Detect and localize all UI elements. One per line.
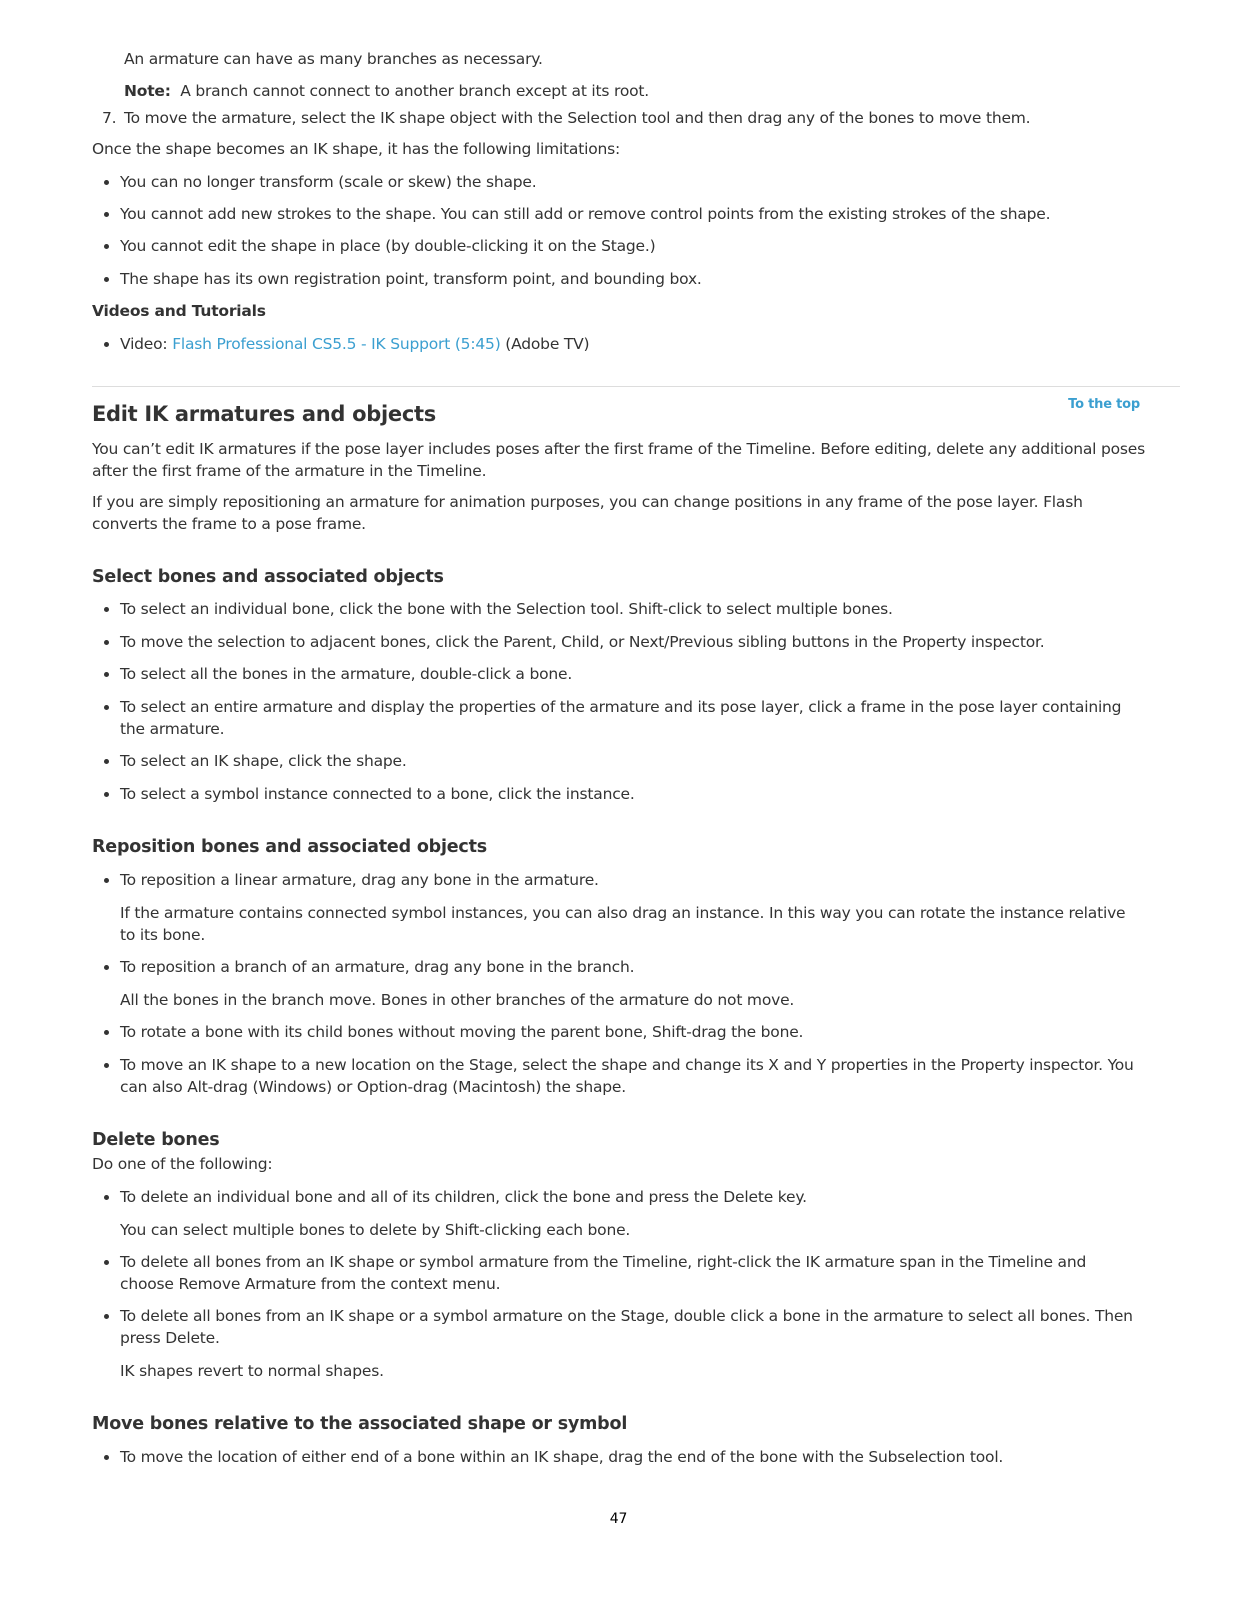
list-item: You cannot edit the shape in place (by double-clicking it on the Stage.) [120, 235, 1180, 257]
edit-para-2: If you are simply repositioning an armature for animation purposes, you can change positions in any frame of the pose layer. Flash converts the frame to a pose frame. [92, 493, 1083, 533]
list-item-note: IK shapes revert to normal shapes. [120, 1362, 384, 1380]
list-item-note: You can select multiple bones to delete by Shift-clicking each bone. [120, 1221, 631, 1239]
video-suffix: (Adobe TV) [500, 335, 590, 353]
section-title-select: Select bones and associated objects [92, 567, 444, 587]
list-item: To reposition a linear armature, drag any bone in the armature. [120, 869, 1180, 891]
edit-para-1: You can’t edit IK armatures if the pose layer includes poses after the first frame of the Timeline. Before editing, delete any additional poses after the first frame of the armature in the Timeline. [92, 440, 1145, 480]
section-title-move: Move bones relative to the associated shape or symbol [92, 1414, 628, 1434]
branches-text: An armature can have as many branches as necessary. [124, 50, 543, 68]
list-item: To select an IK shape, click the shape. [120, 750, 1180, 772]
delete-intro: Do one of the following: [92, 1155, 273, 1173]
list-item: To select a symbol instance connected to a bone, click the instance. [120, 783, 1180, 805]
note [124, 80, 649, 102]
list-item: To select an entire armature and display the properties of the armature and its pose layer, click a frame in the pose layer containing the armature. [120, 696, 1130, 740]
list-item: To move an IK shape to a new location on the Stage, select the shape and change its X and Y properties in the Property inspector. You can also Alt-drag (Windows) or Option-drag (Macintosh) the shape. [120, 1054, 1150, 1098]
list-item: To move the location of either end of a bone within an IK shape, drag the end of the bone with the Subselection tool. [120, 1446, 1180, 1468]
section-divider [92, 386, 1180, 387]
list-item: To select all the bones in the armature, double-click a bone. [120, 663, 1180, 685]
section-title-edit: Edit IK armatures and objects [92, 402, 436, 426]
note-text: A branch cannot connect to another branch except at its root. [180, 82, 650, 100]
step7-text: To move the armature, select the IK shape object with the Selection tool and then drag any of the bones to move them. [124, 109, 1031, 127]
videos-heading: Videos and Tutorials [92, 302, 266, 320]
page-number: 47 [609, 1511, 628, 1527]
list-item: To select an individual bone, click the bone with the Selection tool. Shift-click to select multiple bones. [120, 598, 1180, 620]
list-item-note: If the armature contains connected symbol instances, you can also drag an instance. In this way you can rotate the instance relative to its bone. [120, 904, 1126, 944]
list-item-note: All the bones in the branch move. Bones in other branches of the armature do not move. [120, 991, 795, 1009]
list-item: To rotate a bone with its child bones without moving the parent bone, Shift-drag the bone. [120, 1021, 1180, 1043]
video-prefix: Video: [120, 335, 173, 353]
list-item: To delete all bones from an IK shape or a symbol armature on the Stage, double click a bone in the armature to select all bones. Then press Delete. [120, 1305, 1160, 1349]
list-item: To reposition a branch of an armature, drag any bone in the branch. [120, 956, 1180, 978]
step-number: 7. [102, 109, 117, 127]
section-title-reposition: Reposition bones and associated objects [92, 837, 487, 857]
to-the-top-link[interactable]: To the top [1068, 397, 1140, 412]
list-item: The shape has its own registration point, transform point, and bounding box. [120, 268, 1180, 290]
list-item: To delete all bones from an IK shape or symbol armature from the Timeline, right-click the IK armature span in the Timeline and choose Remove Armature from the context menu. [120, 1251, 1130, 1295]
video-item [120, 333, 1180, 355]
video-link[interactable]: Flash Professional CS5.5 - IK Support (5:45) [172, 335, 501, 353]
list-item: To delete an individual bone and all of its children, click the bone and press the Delete key. [120, 1186, 1180, 1208]
list-item: To move the selection to adjacent bones, click the Parent, Child, or Next/Previous sibling buttons in the Property inspector. [120, 631, 1180, 653]
section-title-delete: Delete bones [92, 1130, 220, 1150]
note-label: Note: [124, 82, 171, 100]
limitations-intro: Once the shape becomes an IK shape, it has the following limitations: [92, 140, 621, 158]
list-item: You cannot add new strokes to the shape. You can still add or remove control points from the existing strokes of the shape. [120, 203, 1180, 225]
list-item: You can no longer transform (scale or skew) the shape. [120, 171, 1180, 193]
